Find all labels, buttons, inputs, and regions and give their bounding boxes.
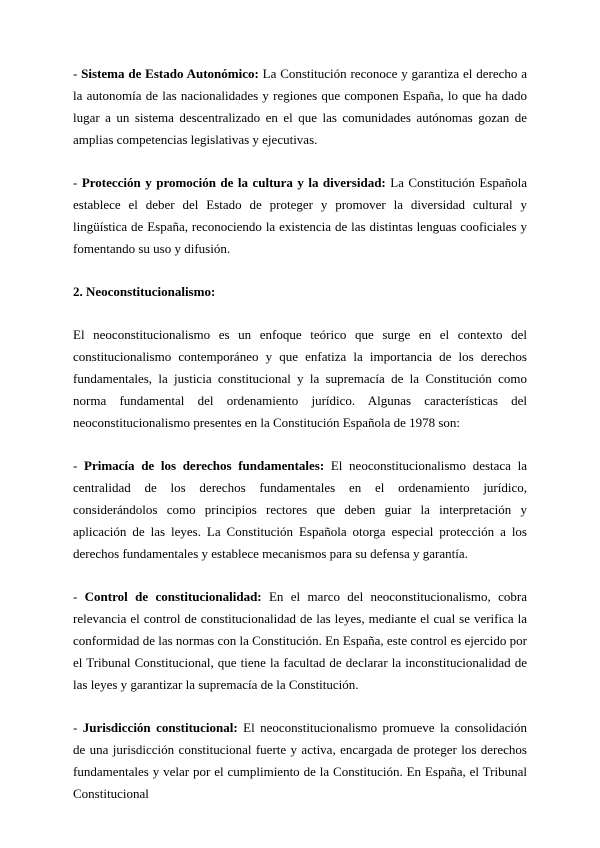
item-cultura-diversidad (73, 172, 527, 260)
section-heading: 2. Neoconstitucionalismo: (73, 284, 216, 299)
item-control-constitucionalidad (73, 586, 527, 696)
item-text: La Constitución reconoce y garantiza el derecho a la autonomía de las nacionalidades y regiones que componen España, lo que ha dado lugar a un sistema descentralizado en el que las comunidades autónomas gozan de amplias competencias legislativas y ejecutivas. (73, 66, 527, 147)
item-prefix: - (73, 589, 85, 604)
item-text: En el marco del neoconstitucionalismo, cobra relevancia el control de constitucionalidad de las leyes, mediante el cual se verifica la conformidad de las normas con la Constitución. En España, este control es ejercido por el Tribunal Constitucional, que tiene la facultad de declarar la inconstitucionalidad de las leyes y garantizar la supremacía de la Constitución. (73, 589, 527, 692)
document-page (73, 63, 527, 826)
item-text: El neoconstitucionalismo destaca la centralidad de los derechos fundamentales en el ordenamiento jurídico, considerándolos como principios rectores que deben guiar la interpretación y aplicación de las leyes. La Constitución Española otorga especial protección a los derechos fundamentales y establece mecanismos para su defensa y garantía. (73, 458, 527, 561)
item-label: Protección y promoción de la cultura y la diversidad: (81, 175, 386, 190)
item-primacia-derechos (73, 455, 527, 565)
item-label: Control de constitucionalidad: (84, 589, 262, 604)
item-prefix: - (73, 720, 83, 735)
item-label: Primacía de los derechos fundamentales: (84, 458, 325, 473)
item-prefix: - (73, 175, 82, 190)
item-text: El neoconstitucionalismo promueve la consolidación de una jurisdicción constitucional fuerte y activa, encargada de proteger los derechos fundamentales y velar por el cumplimiento de la Constitución. En España, el Tribunal Constitucional (73, 720, 527, 801)
item-label: Jurisdicción constitucional: (82, 720, 238, 735)
item-jurisdiccion-constitucional (73, 717, 527, 805)
item-estado-autonomico (73, 63, 527, 151)
item-prefix: - (73, 66, 82, 81)
item-text: La Constitución Española establece el deber del Estado de proteger y promover la diversidad cultural y lingüística de España, reconociendo la existencia de las distintas lenguas cooficiales y fomentando su uso y difusión. (73, 175, 527, 256)
intro-paragraph: El neoconstitucionalismo es un enfoque teórico que surge en el contexto del constitucionalismo contemporáneo y que enfatiza la importancia de los derechos fundamentales, la justicia constitucional y la supremacía de la Constitución como norma fundamental del ordenamiento jurídico. Algunas características del neoconstitucionalismo presentes en la Constitución Española de 1978 son: (73, 327, 527, 430)
item-label: Sistema de Estado Autonómico: (81, 66, 259, 81)
item-prefix: - (73, 458, 84, 473)
